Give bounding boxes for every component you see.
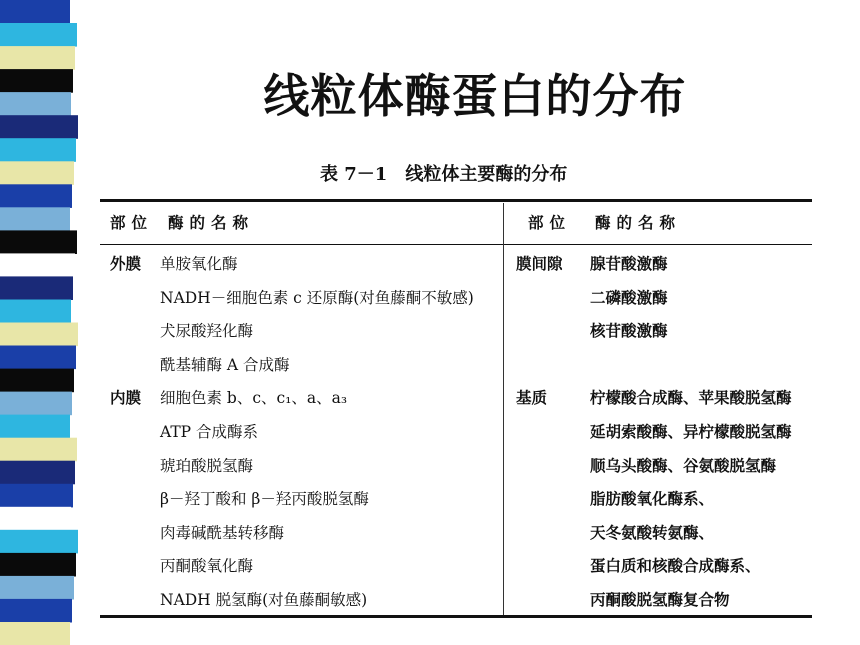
strip-block [0,23,77,47]
header-location-right: 部位 [528,214,572,232]
enzyme-name: 琥珀酸脱氢酶 [160,456,254,475]
strip-block [0,230,77,254]
strip-block [0,461,75,485]
enzyme-name: 天冬氨酸转氨酶、 [590,523,715,542]
enzyme-name: 柠檬酸合成酶、苹果酸脱氢酶 [590,389,792,408]
location-label: 基质 [516,389,548,408]
enzyme-name: 丙酮酸脱氢酶复合物 [590,591,730,609]
table-header-rule [100,244,812,245]
location-label: 膜间隙 [516,255,563,273]
table-number: 表 7－1 [320,164,388,185]
strip-block [0,138,76,162]
slide-title: 线粒体酶蛋白的分布 [263,69,687,123]
enzyme-name: 顺乌头酸酶、谷氨酸脱氢酶 [590,456,777,475]
enzyme-name: 脂肪酸氧化酶系、 [590,490,715,509]
table-column-divider [503,203,504,615]
table-caption-text: 线粒体主要酶的分布 [405,164,568,185]
strip-block [0,253,75,277]
strip-block [0,507,71,531]
header-location-left: 部位 [110,214,154,232]
enzyme-name: 肉毒碱酰基转移酶 [160,523,285,542]
enzyme-name: NADH 脱氢酶(对鱼藤酮敏感) [160,591,368,609]
strip-block [0,392,72,416]
strip-block [0,438,77,462]
enzyme-name: ATP 合成酶系 [160,423,259,441]
strip-block [0,415,70,439]
enzyme-name: β－羟丁酸和 β－羟丙酸脱氢酶 [160,490,369,509]
table-bottom-rule [100,615,812,618]
strip-block [0,300,71,324]
strip-block [0,553,76,577]
strip-block [0,276,73,300]
strip-block [0,484,73,508]
enzyme-name: 单胺氧化酶 [160,255,238,273]
header-enzyme-right: 酶的名称 [595,214,682,232]
strip-block [0,530,78,554]
enzyme-name: 二磷酸激酶 [590,288,668,307]
strip-block [0,599,72,623]
enzyme-name: 延胡索酸酶、异柠檬酸脱氢酶 [590,423,792,441]
strip-block [0,207,70,231]
strip-block [0,184,72,208]
enzyme-name: 酰基辅酶 A 合成酶 [160,355,290,374]
enzyme-name: 丙酮酸氧化酶 [160,557,254,576]
enzyme-name: 腺苷酸激酶 [590,255,668,273]
enzyme-name: 蛋白质和核酸合成酶系、 [590,557,761,576]
strip-block [0,346,76,370]
strip-block [0,161,74,185]
strip-block [0,369,74,393]
strip-block [0,0,70,24]
enzyme-name: NADH－细胞色素 c 还原酶(对鱼藤酮不敏感) [160,288,474,307]
strip-block [0,622,70,645]
enzyme-name: 犬尿酸羟化酶 [160,322,254,341]
enzyme-name: 细胞色素 b、c、c₁、a、a₃ [160,389,348,408]
enzyme-name: 核苷酸激酶 [590,322,668,341]
table-top-rule [100,199,812,202]
strip-block [0,323,78,347]
header-enzyme-left: 酶的名称 [168,214,255,232]
location-label: 外膜 [110,255,142,273]
table-caption [320,160,567,186]
strip-block [0,576,74,600]
location-label: 内膜 [110,389,142,408]
